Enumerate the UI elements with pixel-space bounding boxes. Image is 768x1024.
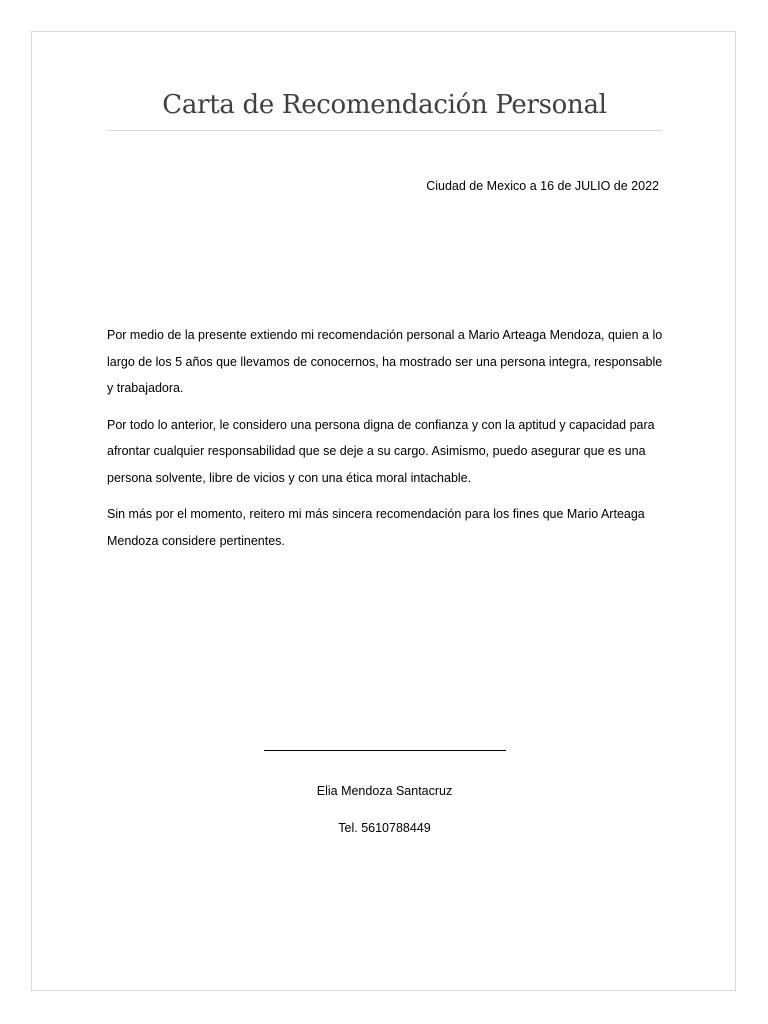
- title-divider: [107, 130, 662, 131]
- document-page: [31, 31, 736, 991]
- letter-body: [107, 322, 667, 564]
- signer-name: Elia Mendoza Santacruz: [316, 784, 453, 798]
- document-title: Carta de Recomendación Personal: [162, 90, 607, 120]
- signature-line: [264, 750, 506, 751]
- paragraph-3: Sin más por el momento, reitero mi más sincera recomendación para los fines que Mario Arteaga Mendoza considere pertinentes.: [107, 507, 645, 548]
- paragraph-1: Por medio de la presente extiendo mi recomendación personal a Mario Arteaga Mendoza, quien a lo largo de los 5 años que llevamos de conocernos, ha mostrado ser una persona integra, responsable y trabajadora.: [107, 328, 663, 395]
- date-line: Ciudad de Mexico a 16 de JULIO de 2022: [426, 179, 659, 193]
- signer-phone: Tel. 5610788449: [338, 821, 431, 835]
- paragraph-2: Por todo lo anterior, le considero una persona digna de confianza y con la aptitud y capacidad para afrontar cualquier responsabilidad que se deje a su cargo. Asimismo, puedo asegurar que es una persona solvente, libre de vicios y con una ética moral intachable.: [107, 417, 655, 485]
